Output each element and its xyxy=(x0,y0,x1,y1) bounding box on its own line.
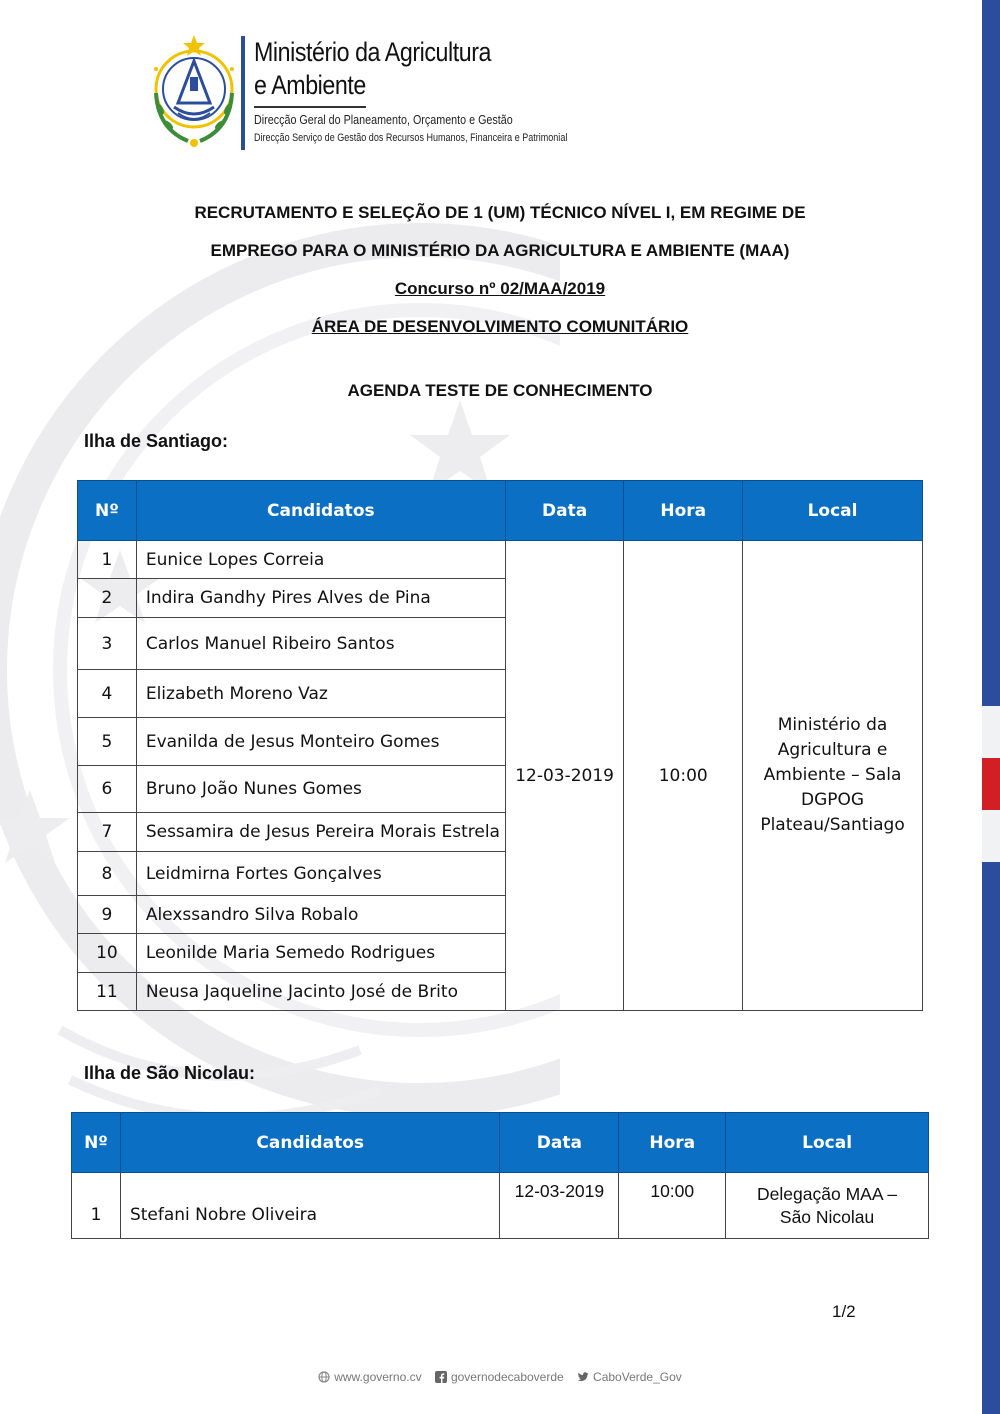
edge-bar-blue-top xyxy=(982,0,1000,706)
col-candidates: Candidatos xyxy=(120,1113,500,1173)
santiago-table xyxy=(77,480,923,1011)
ministry-rule xyxy=(254,106,366,108)
cabo-verde-seal-logo xyxy=(148,33,240,151)
edge-bar-red xyxy=(982,758,1000,810)
candidate-name: Indira Gandhy Pires Alves de Pina xyxy=(136,579,505,618)
row-number: 1 xyxy=(78,541,137,579)
col-location: Local xyxy=(743,481,923,541)
sao-nicolau-date: 12-03-2019 xyxy=(500,1173,619,1239)
footer-website-text: www.governo.cv xyxy=(334,1370,422,1384)
sao-nicolau-heading: Ilha de São Nicolau: xyxy=(84,1063,256,1083)
row-number: 1 xyxy=(72,1173,121,1239)
santiago-time: 10:00 xyxy=(624,541,743,1011)
row-number: 11 xyxy=(78,973,137,1011)
ministry-name xyxy=(254,36,491,102)
santiago-heading: Ilha de Santiago: xyxy=(84,431,229,451)
location-line: Plateau/Santiago xyxy=(760,815,905,835)
location-line: DGPOG xyxy=(800,790,865,810)
location-line: Delegação MAA – xyxy=(757,1184,898,1204)
row-number: 4 xyxy=(78,670,137,718)
col-number: Nº xyxy=(72,1113,121,1173)
footer xyxy=(0,1370,1000,1386)
row-number: 6 xyxy=(78,766,137,813)
col-number: Nº xyxy=(78,481,137,541)
row-number: 10 xyxy=(78,934,137,973)
agenda-title: AGENDA TESTE DE CONHECIMENTO xyxy=(347,381,653,400)
santiago-location xyxy=(743,541,923,1011)
row-number: 3 xyxy=(78,618,137,670)
location-line: Ministério da xyxy=(777,715,888,735)
candidate-name: Stefani Nobre Oliveira xyxy=(120,1173,500,1239)
ministry-name-line1: Ministério da Agricultura xyxy=(254,37,492,67)
facebook-icon xyxy=(435,1371,447,1383)
footer-facebook[interactable] xyxy=(435,1370,564,1384)
footer-facebook-text: governodecaboverde xyxy=(450,1370,564,1384)
department-line1: Direcção Geral do Planeamento, Orçamento e Gestão xyxy=(254,113,513,127)
page-number: 1/2 xyxy=(832,1302,856,1321)
globe-icon xyxy=(318,1371,330,1383)
footer-twitter[interactable] xyxy=(577,1370,682,1384)
concurso-text: Concurso nº 02/MAA/2019 xyxy=(394,279,606,298)
row-number: 5 xyxy=(78,718,137,766)
col-time: Hora xyxy=(624,481,743,541)
col-date: Data xyxy=(505,481,624,541)
candidate-name: Evanilda de Jesus Monteiro Gomes xyxy=(136,718,505,766)
santiago-date: 12-03-2019 xyxy=(505,541,624,1011)
row-number: 8 xyxy=(78,852,137,896)
candidate-name: Alexssandro Silva Robalo xyxy=(136,896,505,934)
department-line2: Direcção Serviço de Gestão dos Recursos Humanos, Financeira e Patrimonial xyxy=(254,132,568,144)
table-row xyxy=(78,541,923,579)
location-line: Ambiente – Sala xyxy=(763,765,902,785)
col-time: Hora xyxy=(619,1113,726,1173)
area-title xyxy=(0,317,1000,337)
col-date: Data xyxy=(500,1113,619,1173)
candidate-name: Carlos Manuel Ribeiro Santos xyxy=(136,618,505,670)
col-location: Local xyxy=(726,1113,929,1173)
edge-bar-blue-bottom xyxy=(982,862,1000,1414)
row-number: 7 xyxy=(78,813,137,852)
santiago-header-row xyxy=(78,481,923,541)
title-line1: RECRUTAMENTO E SELEÇÃO DE 1 (UM) TÉCNICO NÍVEL I, EM REGIME DE xyxy=(194,203,806,222)
sao-nicolau-location xyxy=(726,1173,929,1239)
candidate-name: Neusa Jaqueline Jacinto José de Brito xyxy=(136,973,505,1011)
sao-nicolau-header-row xyxy=(72,1113,929,1173)
footer-twitter-text: CaboVerde_Gov xyxy=(593,1370,682,1384)
ministry-name-line2: e Ambiente xyxy=(254,70,366,100)
header-divider xyxy=(241,36,245,150)
candidate-name: Bruno João Nunes Gomes xyxy=(136,766,505,813)
candidate-name: Eunice Lopes Correia xyxy=(136,541,505,579)
twitter-icon xyxy=(577,1371,589,1383)
table-row xyxy=(72,1173,929,1239)
row-number: 2 xyxy=(78,579,137,618)
candidate-name: Leonilde Maria Semedo Rodrigues xyxy=(136,934,505,973)
concurso-title xyxy=(0,279,1000,299)
location-line: Agricultura e xyxy=(777,740,888,760)
area-text: ÁREA DE DESENVOLVIMENTO COMUNITÁRIO xyxy=(311,317,689,336)
candidate-name: Elizabeth Moreno Vaz xyxy=(136,670,505,718)
location-line: São Nicolau xyxy=(779,1207,875,1227)
title-line2: EMPREGO PARA O MINISTÉRIO DA AGRICULTURA E AMBIENTE (MAA) xyxy=(210,241,790,260)
sao-nicolau-time: 10:00 xyxy=(619,1173,726,1239)
candidate-name: Sessamira de Jesus Pereira Morais Estrela xyxy=(136,813,505,852)
candidate-name: Leidmirna Fortes Gonçalves xyxy=(136,852,505,896)
footer-website[interactable] xyxy=(318,1370,421,1384)
col-candidates: Candidatos xyxy=(136,481,505,541)
sao-nicolau-table xyxy=(71,1112,929,1239)
row-number: 9 xyxy=(78,896,137,934)
